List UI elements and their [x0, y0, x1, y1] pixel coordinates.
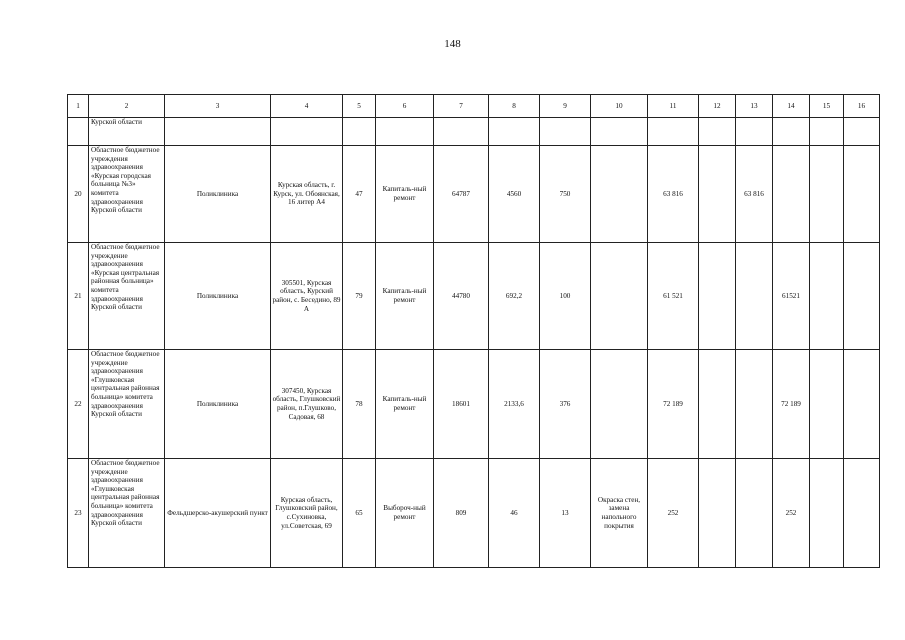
cell-c16 — [844, 118, 880, 146]
cell-c16 — [844, 243, 880, 350]
cell-c5: 47 — [343, 146, 376, 243]
cell-c10 — [591, 243, 648, 350]
header-cell-14: 14 — [773, 95, 810, 118]
cell-c1: 23 — [68, 459, 89, 568]
cell-c2: Курской области — [89, 118, 165, 146]
cell-c8: 2133,6 — [489, 350, 540, 459]
cell-c10 — [591, 146, 648, 243]
cell-c5: 78 — [343, 350, 376, 459]
header-cell-7: 7 — [434, 95, 489, 118]
header-row — [68, 95, 880, 118]
cell-c8: 692,2 — [489, 243, 540, 350]
cell-c13: 63 816 — [736, 146, 773, 243]
cell-c6: Выбороч-ный ремонт — [376, 459, 434, 568]
cell-c2: Областное бюджетное учреждения здравоохранения «Курская городская больница №3» комитета здравоохранения Курской области — [89, 146, 165, 243]
cell-c2: Областное бюджетное учреждение здравоохранения «Глушковская центральная районная больница» комитета здравоохранения Курской области — [89, 350, 165, 459]
cell-c5: 65 — [343, 459, 376, 568]
cell-c15 — [810, 118, 844, 146]
cell-c3: Фельдшерско-акушерский пункт — [165, 459, 271, 568]
header-cell-8: 8 — [489, 95, 540, 118]
cell-c8 — [489, 118, 540, 146]
header-cell-11: 11 — [648, 95, 699, 118]
cell-c1 — [68, 118, 89, 146]
cell-c4: Курская область, г. Курск, ул. Обоянская, 16 литер А4 — [271, 146, 343, 243]
cell-c5: 79 — [343, 243, 376, 350]
table-row — [68, 350, 880, 459]
cell-c11 — [648, 118, 699, 146]
cell-c15 — [810, 459, 844, 568]
cell-c3: Поликлиника — [165, 350, 271, 459]
cell-c12 — [699, 350, 736, 459]
cell-c7: 64787 — [434, 146, 489, 243]
cell-c14: 72 189 — [773, 350, 810, 459]
cell-c12 — [699, 243, 736, 350]
cell-c14 — [773, 118, 810, 146]
cell-c12 — [699, 118, 736, 146]
cell-c13 — [736, 459, 773, 568]
cell-c1: 22 — [68, 350, 89, 459]
header-cell-2: 2 — [89, 95, 165, 118]
cell-c1: 20 — [68, 146, 89, 243]
table-row — [68, 146, 880, 243]
cell-c15 — [810, 350, 844, 459]
cell-c11: 72 189 — [648, 350, 699, 459]
header-cell-3: 3 — [165, 95, 271, 118]
cell-c9: 100 — [540, 243, 591, 350]
cell-c4: Курская область, Глушковский район, с.Сухиновка, ул.Советская, 69 — [271, 459, 343, 568]
header-cell-10: 10 — [591, 95, 648, 118]
cell-c7: 44780 — [434, 243, 489, 350]
cell-c11: 61 521 — [648, 243, 699, 350]
cell-c9 — [540, 118, 591, 146]
repair-table — [67, 94, 880, 568]
cell-c11: 252 — [648, 459, 699, 568]
cell-c7: 809 — [434, 459, 489, 568]
header-cell-9: 9 — [540, 95, 591, 118]
cell-c3: Поликлиника — [165, 146, 271, 243]
continuation-row — [68, 118, 880, 146]
cell-c6: Капиталь-ный ремонт — [376, 146, 434, 243]
table-row — [68, 243, 880, 350]
header-cell-1: 1 — [68, 95, 89, 118]
cell-c9: 750 — [540, 146, 591, 243]
cell-c9: 13 — [540, 459, 591, 568]
cell-c15 — [810, 243, 844, 350]
cell-c1: 21 — [68, 243, 89, 350]
cell-c14: 61521 — [773, 243, 810, 350]
cell-c2: Областное бюджетное учреждение здравоохранения «Глушковская центральная районная больница» комитета здравоохранения Курской области — [89, 459, 165, 568]
header-cell-16: 16 — [844, 95, 880, 118]
cell-c4: 307450, Курская область, Глушковский район, п.Глушково, Садовая, 68 — [271, 350, 343, 459]
cell-c14: 252 — [773, 459, 810, 568]
header-cell-13: 13 — [736, 95, 773, 118]
cell-c12 — [699, 146, 736, 243]
header-cell-15: 15 — [810, 95, 844, 118]
cell-c3: Поликлиника — [165, 243, 271, 350]
cell-c4: 305501, Курская область, Курский район, с. Беседино, 89 А — [271, 243, 343, 350]
table-row — [68, 459, 880, 568]
cell-c6: Капиталь-ный ремонт — [376, 243, 434, 350]
cell-c5 — [343, 118, 376, 146]
cell-c13 — [736, 350, 773, 459]
cell-c10: Окраска стен, замена напольного покрытия — [591, 459, 648, 568]
cell-c16 — [844, 350, 880, 459]
cell-c7: 18601 — [434, 350, 489, 459]
cell-c11: 63 816 — [648, 146, 699, 243]
cell-c8: 4560 — [489, 146, 540, 243]
cell-c4 — [271, 118, 343, 146]
page-number: 148 — [444, 38, 461, 50]
cell-c14 — [773, 146, 810, 243]
cell-c6 — [376, 118, 434, 146]
cell-c16 — [844, 146, 880, 243]
cell-c13 — [736, 118, 773, 146]
header-cell-12: 12 — [699, 95, 736, 118]
cell-c3 — [165, 118, 271, 146]
header-cell-6: 6 — [376, 95, 434, 118]
cell-c15 — [810, 146, 844, 243]
cell-c8: 46 — [489, 459, 540, 568]
cell-c6: Капиталь-ный ремонт — [376, 350, 434, 459]
cell-c7 — [434, 118, 489, 146]
cell-c2: Областное бюджетное учреждение здравоохранения «Курская центральная районная больница» комитета здравоохранения Курской области — [89, 243, 165, 350]
header-cell-5: 5 — [343, 95, 376, 118]
header-cell-4: 4 — [271, 95, 343, 118]
cell-c13 — [736, 243, 773, 350]
cell-c10 — [591, 118, 648, 146]
cell-c9: 376 — [540, 350, 591, 459]
cell-c12 — [699, 459, 736, 568]
cell-c10 — [591, 350, 648, 459]
cell-c16 — [844, 459, 880, 568]
